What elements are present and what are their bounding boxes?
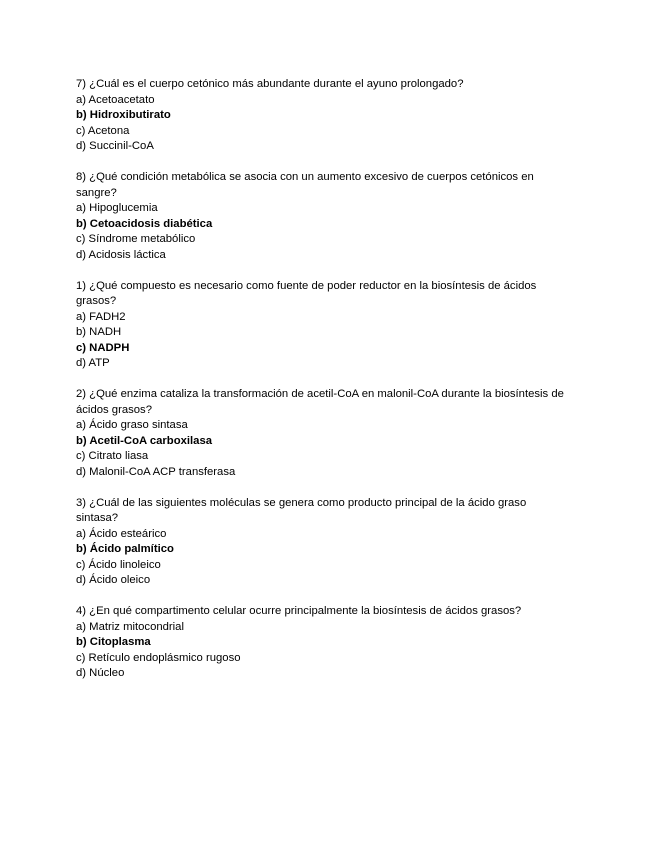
correct-answer-option: b) Cetoacidosis diabética <box>76 217 213 230</box>
question-block <box>76 604 566 682</box>
question-block <box>76 170 566 263</box>
answer-option: d) Ácido oleico <box>76 574 151 586</box>
question-block <box>76 279 566 372</box>
answer-option: a) Acetoacetato <box>76 93 155 106</box>
question-text: 4) ¿En qué compartimento celular ocurre principalmente la biosíntesis de ácidos grasos? <box>76 605 522 617</box>
answer-option: a) FADH2 <box>76 310 126 323</box>
question-text: 2) ¿Qué enzima cataliza la transformación de acetil-CoA en malonil-CoA durante la biosíntesis de ácidos grasos? <box>76 388 564 416</box>
answer-option: d) Acidosis láctica <box>76 248 166 261</box>
answer-option: c) Retículo endoplásmico rugoso <box>76 651 241 664</box>
answer-option: d) Succinil-CoA <box>76 140 154 152</box>
question-text: 8) ¿Qué condición metabólica se asocia con un aumento excesivo de cuerpos cetónicos en sangre? <box>76 171 534 199</box>
question-text: 3) ¿Cuál de las siguientes moléculas se genera como producto principal de la ácido graso sintasa? <box>76 496 527 524</box>
correct-answer-option: b) Citoplasma <box>76 636 151 648</box>
question-block <box>76 77 566 155</box>
question-text: 1) ¿Qué compuesto es necesario como fuente de poder reductor en la biosíntesis de ácidos grasos? <box>76 279 537 307</box>
question-text: 7) ¿Cuál es el cuerpo cetónico más abundante durante el ayuno prolongado? <box>76 78 464 90</box>
correct-answer-option: b) Acetil-CoA carboxilasa <box>76 434 213 447</box>
answer-option: b) NADH <box>76 326 122 338</box>
answer-option: d) ATP <box>76 357 110 369</box>
answer-option: c) Citrato liasa <box>76 450 149 462</box>
correct-answer-option: b) Ácido palmítico <box>76 543 174 555</box>
answer-option: d) Núcleo <box>76 667 125 679</box>
answer-option: a) Ácido esteárico <box>76 527 167 540</box>
answer-option: a) Hipoglucemia <box>76 202 158 214</box>
answer-option: c) Ácido linoleico <box>76 558 161 571</box>
answer-option: a) Ácido graso sintasa <box>76 419 188 431</box>
correct-answer-option: c) NADPH <box>76 341 130 354</box>
correct-answer-option: b) Hidroxibutirato <box>76 109 171 121</box>
document-page <box>76 77 566 697</box>
answer-option: d) Malonil-CoA ACP transferasa <box>76 465 236 478</box>
question-block <box>76 496 566 589</box>
answer-option: c) Síndrome metabólico <box>76 233 196 245</box>
answer-option: a) Matriz mitocondrial <box>76 620 184 633</box>
question-block <box>76 387 566 480</box>
answer-option: c) Acetona <box>76 124 130 137</box>
